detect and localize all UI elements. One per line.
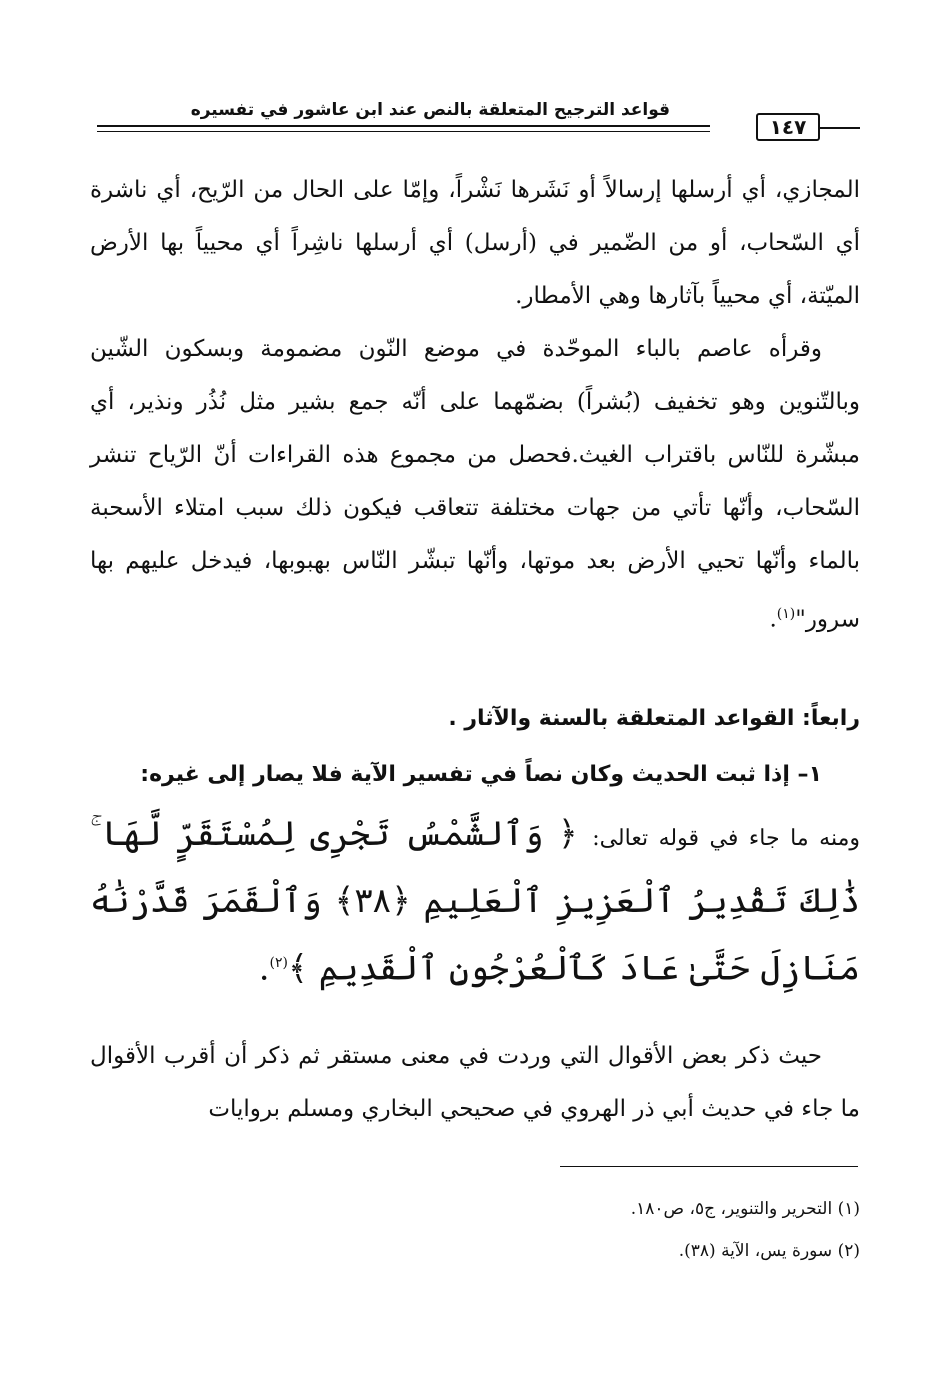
page-number: ١٤٧	[756, 113, 820, 141]
paragraph-2	[90, 323, 860, 647]
quran-verse: ﴿ وَٱلشَّمْسُ تَجْرِى لِمُسْتَقَرٍّ لَّهَا ۚ ذَٰلِكَ تَقْدِيرُ ٱلْعَزِيزِ ٱلْعَلِيمِ ﴿٣٨﴾ وَٱلْقَمَرَ قَدَّرْنَٰهُ مَنَازِلَ حَتَّىٰ عَادَ كَٱلْعُرْجُونِ ٱلْقَدِيمِ ﴾	[90, 814, 861, 989]
header-rule	[97, 125, 710, 127]
footnote-2: (٢) سورة يس، الآية (٣٨).	[678, 1241, 860, 1261]
main-text	[90, 164, 860, 647]
quran-block	[90, 803, 860, 999]
footnote-ref-1: (١)	[776, 606, 796, 622]
header-rule-thin	[97, 131, 710, 132]
paragraph-2-text: وقرأه عاصم بالباء الموحّدة في موضع النّون مضمومة وبسكون الشّين وبالتّنوين وهو تخفيف (بُشراً) بضمّهما على أنّه جمع بشير مثل نُذُر ونذير، أي مبشّرة للنّاس باقتراب الغيث.فحصل من مجموع هذه القراءات أنّ الرّياح تنشر السّحاب، وأنّها تأتي من جهات مختلفة تتعاقب فيكون ذلك سبب امتلاء الأسحبة بالماء وأنّها تحيي الأرض بعد موتها، وأنّها تبشّر النّاس بهبوبها، فيدخل عليهم بها سرور"	[90, 336, 860, 633]
section-heading: رابعاً: القواعد المتعلقة بالسنة والآثار .	[448, 706, 860, 731]
paragraph-2-end: .	[769, 606, 777, 633]
header-rule-right	[820, 127, 860, 129]
section-heading-block	[90, 706, 860, 731]
quran-intro: ومنه ما جاء في قوله تعالى:	[592, 826, 860, 851]
footnote-1: (١) التحرير والتنوير، ج٥، ص١٨٠.	[630, 1199, 860, 1219]
paragraph-3-block	[90, 1030, 860, 1136]
footnotes	[90, 1188, 860, 1272]
footnote-separator	[560, 1166, 858, 1167]
rule-heading: ١– إذا ثبت الحديث وكان نصاً في تفسير الآية فلا يصار إلى غيره:	[140, 762, 822, 787]
quran-end: .	[258, 948, 270, 989]
running-head: قواعد الترجيح المتعلقة بالنص عند ابن عاشور في تفسيره	[190, 100, 670, 120]
page-header	[95, 98, 860, 148]
paragraph-3: حيث ذكر بعض الأقوال التي وردت في معنى مستقر ثم ذكر أن أقرب الأقوال ما جاء في حديث أبي ذر الهروي في صحيحي البخاري ومسلم بروايات	[90, 1043, 860, 1122]
rule-heading-block	[90, 762, 860, 787]
quran-quote	[90, 803, 860, 999]
footnote-ref-2: (٢)	[269, 955, 288, 971]
paragraph-1: المجازي، أي أرسلها إرسالاً أو نَشَرها نَشْراً، وإمّا على الحال من الرّيح، أي ناشرة أي السّحاب، أو من الضّمير في (أرسل) أي أرسلها ناشِراً أي محيياً بها الأرض الميّتة، أي محيياً بآثارها وهي الأمطار.	[90, 177, 860, 309]
